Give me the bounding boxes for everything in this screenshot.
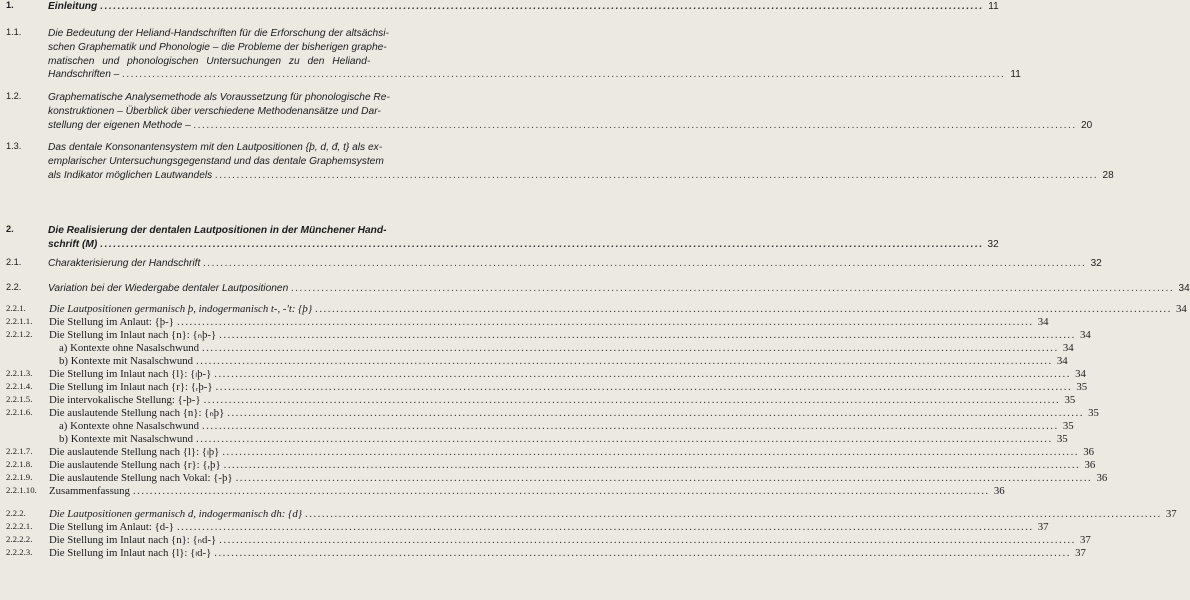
- section-title: Die Stellung im Anlaut: {þ-}: [49, 316, 174, 328]
- toc-entry-2-2-1-2a[interactable]: [6, 342, 1074, 354]
- toc-entry-2-2-1-6b[interactable]: [6, 433, 1068, 445]
- section-title-line: Graphematische Analysemethode als Voraussetzung für phonologische Re-: [48, 92, 390, 103]
- leader-dots: [305, 508, 1162, 520]
- section-title: Die Stellung im Inlaut nach {r}: {ᵣþ-}: [49, 381, 213, 393]
- section-title: Die auslautende Stellung nach {r}: {ᵣþ}: [49, 459, 221, 471]
- leader-dots: [219, 534, 1076, 546]
- page-number: 34: [1178, 283, 1190, 294]
- section-title-line: schrift (M): [48, 238, 98, 250]
- leader-dots: [222, 446, 1079, 458]
- toc-entry-2-2-1-7[interactable]: [6, 446, 1094, 458]
- leader-dots: [203, 257, 1086, 271]
- section-title: Die auslautende Stellung nach Vokal: {-þ}: [49, 472, 233, 484]
- leader-dots: [196, 355, 1053, 367]
- section-title: a) Kontexte ohne Nasalschwund: [59, 342, 200, 354]
- section-title: Die Stellung im Inlaut nach {l}: {ₗd-}: [49, 547, 212, 559]
- page-number: 35: [1076, 381, 1088, 393]
- toc-entry-2-2-1-4[interactable]: [6, 381, 1088, 393]
- toc-entry-2-1[interactable]: [6, 257, 1102, 271]
- section-number: 1.3.: [6, 141, 22, 151]
- section-number: 2.2.2.: [6, 508, 26, 518]
- page-number: 35: [1064, 394, 1076, 406]
- toc-entry-2-2-2-1[interactable]: [6, 521, 1049, 533]
- section-title: b) Kontexte mit Nasalschwund: [59, 355, 194, 367]
- section-title-line: Die Realisierung der dentalen Lautpositionen in der Münchener Hand-: [48, 225, 387, 236]
- page-number: 36: [993, 485, 1005, 497]
- section-number: 2.2.1.7.: [6, 446, 33, 456]
- page-number: 36: [1083, 446, 1094, 458]
- page-number: 32: [987, 238, 999, 250]
- section-number: 2.1.: [6, 257, 22, 267]
- page-number: 35: [1056, 433, 1068, 445]
- section-title: Die intervokalische Stellung: {-þ-}: [49, 394, 201, 406]
- section-title: Die Lautpositionen germanisch d, indogermanisch dh: {d}: [49, 508, 303, 520]
- section-title: Variation bei der Wiedergabe dentaler Lautpositionen: [48, 283, 289, 294]
- toc-entry-2-2-1-2[interactable]: [6, 329, 1091, 341]
- leader-dots: [219, 329, 1076, 341]
- toc-entry-2-2-2[interactable]: [6, 508, 1177, 520]
- section-title: Die Stellung im Inlaut nach {n}: {ₙþ-}: [49, 329, 217, 341]
- toc-entry-2-2-1-1[interactable]: [6, 316, 1049, 328]
- leader-dots: [100, 238, 983, 252]
- page-number: 36: [1084, 459, 1096, 471]
- leader-dots: [204, 394, 1061, 406]
- section-title-line: emplarischer Untersuchungsgegenstand und das dentale Graphemsystem: [48, 155, 384, 167]
- page-number: 34: [1080, 329, 1091, 341]
- section-number: 2.: [6, 224, 14, 234]
- section-number: [6, 342, 49, 354]
- toc-entry-2[interactable]: [6, 224, 999, 252]
- section-number: 2.2.1.4.: [6, 381, 33, 391]
- leader-dots: [202, 420, 1059, 432]
- section-title-line: schen Graphematik und Phonologie – die Probleme der bisherigen graphe-: [48, 41, 387, 53]
- page-number: 34: [1176, 303, 1187, 315]
- section-number: 2.2.1.9.: [6, 472, 33, 482]
- toc-entry-2-2-1-6[interactable]: [6, 407, 1099, 419]
- toc-entry-2-2-1-5[interactable]: [6, 394, 1076, 406]
- page-number: 34: [1056, 355, 1068, 367]
- section-number: 1.1.: [6, 27, 22, 37]
- section-number: [6, 355, 49, 367]
- toc-entry-1-3[interactable]: [6, 141, 1114, 182]
- page-number: 37: [1037, 521, 1049, 533]
- page-number: 35: [1088, 407, 1099, 419]
- page-number: 28: [1102, 169, 1114, 181]
- section-title: Die Lautpositionen germanisch þ, indogermanisch t-, -'t: {þ}: [49, 303, 313, 315]
- section-title: Zusammenfassung: [49, 485, 130, 497]
- page-number: 37: [1080, 534, 1091, 546]
- section-number: 2.2.2.3.: [6, 547, 33, 557]
- page-number: 32: [1090, 258, 1102, 269]
- toc-entry-2-2-1[interactable]: [6, 303, 1187, 315]
- section-number: [6, 433, 49, 445]
- leader-dots: [196, 433, 1053, 445]
- section-title: b) Kontexte mit Nasalschwund: [59, 433, 194, 445]
- leader-dots: [214, 547, 1071, 559]
- toc-entry-2-2-1-2b[interactable]: [6, 355, 1068, 367]
- section-title-line: Die Bedeutung der Heliand-Handschriften für die Erforschung der altsächsi-: [48, 28, 389, 39]
- leader-dots: [216, 381, 1073, 393]
- toc-entry-1-2[interactable]: [6, 91, 1093, 132]
- leader-dots: [227, 407, 1084, 419]
- leader-dots: [214, 368, 1071, 380]
- section-number: 2.2.2.2.: [6, 534, 33, 544]
- page-number: 11: [988, 1, 999, 12]
- page-number: 34: [1062, 342, 1074, 354]
- toc-entry-2-2-2-2[interactable]: [6, 534, 1091, 546]
- section-number: 1.: [6, 0, 14, 10]
- section-title-line: stellung der eigenen Methode –: [48, 119, 191, 131]
- section-number: 2.2.: [6, 282, 22, 292]
- page-number: 34: [1037, 316, 1049, 328]
- page-number: 37: [1165, 508, 1177, 520]
- leader-dots: [177, 521, 1034, 533]
- section-title: Die auslautende Stellung nach {n}: {ₙþ}: [49, 407, 225, 419]
- toc-entry-2-2-1-8[interactable]: [6, 459, 1096, 471]
- leader-dots: [236, 472, 1093, 484]
- leader-dots: [202, 342, 1059, 354]
- section-title: Die auslautende Stellung nach {l}: {ₗþ}: [49, 446, 220, 458]
- section-title-line: Das dentale Konsonantensystem mit den Lautpositionen {þ, d, đ, t} als ex-: [48, 142, 383, 153]
- section-number: 2.2.1.10.: [6, 485, 37, 495]
- leader-dots: [122, 68, 1005, 82]
- toc-entry-2-2-1-6a[interactable]: [6, 420, 1074, 432]
- section-number: 2.2.1.5.: [6, 394, 33, 404]
- leader-dots: [100, 0, 983, 14]
- leader-dots: [215, 169, 1098, 183]
- section-title: a) Kontexte ohne Nasalschwund: [59, 420, 200, 432]
- leader-dots: [177, 316, 1034, 328]
- section-title-line: als Indikator möglichen Lautwandels: [48, 169, 213, 181]
- page-number: 36: [1096, 472, 1108, 484]
- section-title: Die Stellung im Anlaut: {d-}: [49, 521, 174, 533]
- page-number: 35: [1062, 420, 1074, 432]
- section-number: 2.2.1.3.: [6, 368, 33, 378]
- toc-entry-2-2-1-10[interactable]: [6, 485, 1005, 497]
- toc-entry-2-2-1-3[interactable]: [6, 368, 1086, 380]
- section-title: Charakterisierung der Handschrift: [48, 258, 201, 269]
- section-number: 2.2.1.2.: [6, 329, 33, 339]
- section-number: 1.2.: [6, 91, 22, 101]
- section-title: Die Stellung im Inlaut nach {n}: {ₙd-}: [49, 534, 217, 546]
- page-number: 11: [1010, 69, 1021, 81]
- leader-dots: [291, 282, 1174, 296]
- section-number: 2.2.1.: [6, 303, 26, 313]
- toc-entry-1-1[interactable]: [6, 27, 1021, 82]
- page-number: 37: [1075, 547, 1086, 559]
- leader-dots: [133, 485, 990, 497]
- section-title-line: konstruktionen – Überblick über verschiedene Methodenansätze und Dar-: [48, 105, 381, 117]
- section-title-line: matischen und phonologischen Untersuchungen zu den Heliand-: [48, 55, 371, 67]
- section-number: 2.2.1.6.: [6, 407, 33, 417]
- toc-entry-2-2-2-3[interactable]: [6, 547, 1086, 559]
- toc-entry-1[interactable]: [6, 0, 999, 14]
- section-number: 2.2.2.1.: [6, 521, 33, 531]
- page-number: 34: [1075, 368, 1086, 380]
- page-number: 20: [1081, 119, 1093, 131]
- toc-entry-2-2[interactable]: [6, 282, 1190, 296]
- toc-entry-2-2-1-9[interactable]: [6, 472, 1108, 484]
- section-number: 2.2.1.1.: [6, 316, 33, 326]
- section-number: [6, 420, 49, 432]
- leader-dots: [194, 119, 1077, 133]
- leader-dots: [224, 459, 1081, 471]
- section-title-line: Handschriften –: [48, 69, 120, 81]
- section-title: Einleitung: [48, 1, 98, 12]
- section-title: Die Stellung im Inlaut nach {l}: {ₗþ-}: [49, 368, 212, 380]
- leader-dots: [315, 303, 1172, 315]
- section-number: 2.2.1.8.: [6, 459, 33, 469]
